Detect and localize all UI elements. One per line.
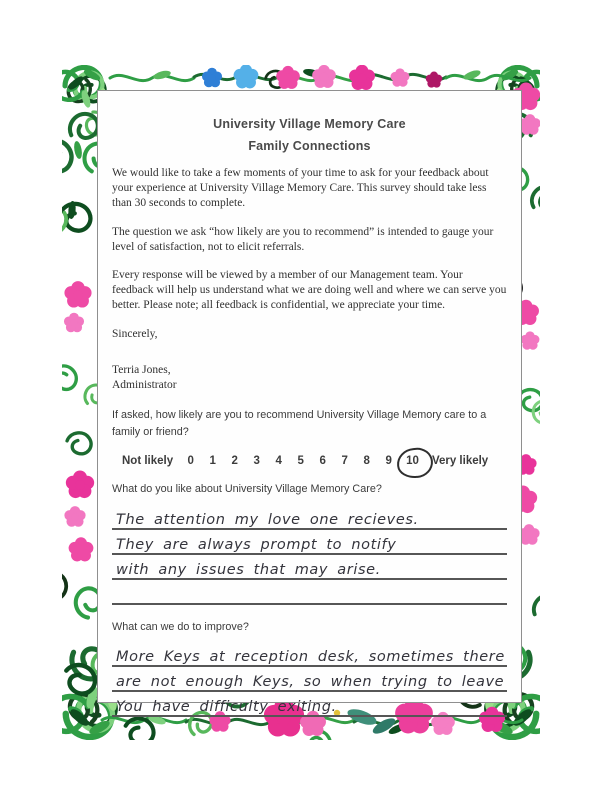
purpose-paragraph: The question we ask “how likely are you to recommend” is intended to gauge your level of satisfaction, not to elicit referrals.: [112, 225, 494, 253]
signature-title: Administrator: [112, 378, 177, 391]
program-title: Family Connections: [248, 139, 371, 153]
question2-answer: [112, 642, 507, 717]
scale-value-8: 8: [363, 455, 370, 468]
handwritten-text: You have difficulty exiting.: [116, 698, 337, 715]
scale-value-9: 9: [385, 455, 392, 468]
answer-line: [112, 505, 507, 530]
answer-line: [112, 667, 507, 692]
question2-label: What can we do to improve?: [112, 620, 249, 633]
scale-value-2: 2: [231, 455, 238, 468]
rating-scale: [122, 455, 507, 467]
scale-value-4: 4: [275, 455, 282, 468]
scale-value-0: 0: [187, 455, 194, 468]
answer-line-blank: [112, 580, 507, 605]
question1-answer: [112, 505, 507, 605]
answer-line: [112, 555, 507, 580]
scale-value-5: 5: [297, 455, 304, 468]
scale-value-10-selected: 10: [406, 455, 419, 468]
handwritten-text: More Keys at reception desk, sometimes there: [116, 648, 505, 665]
answer-line: [112, 530, 507, 555]
rating-question: If asked, how likely are you to recommend University Village Memory care to a family or friend?: [112, 408, 487, 439]
closing-salutation: Sincerely,: [112, 328, 158, 341]
facility-title: University Village Memory Care: [213, 117, 406, 131]
scale-value-6: 6: [319, 455, 326, 468]
question1-label: What do you like about University Village Memory Care?: [112, 483, 382, 496]
handwritten-text: The attention my love one recieves.: [116, 511, 419, 528]
scale-left-label: Not likely: [122, 455, 174, 468]
handwritten-text: are not enough Keys, so when trying to leave: [116, 673, 505, 690]
answer-line: [112, 642, 507, 667]
signature-name: Terria Jones,: [112, 363, 171, 376]
survey-paper: [97, 90, 522, 715]
scale-value-3: 3: [253, 455, 260, 468]
handwritten-text: with any issues that may arise.: [116, 561, 381, 578]
confidentiality-paragraph: Every response will be viewed by a member of our Management team. Your feedback will help us understand what we are doing well and where we can serve you better. Please note; all feedback is confidential, we appreciate your time.: [112, 268, 507, 312]
handwritten-text: They are always prompt to notify: [116, 536, 397, 553]
intro-paragraph: We would like to take a few moments of your time to ask for your feedback about your experience at University Village Memory Care. This survey should take less than 30 seconds to complete.: [112, 167, 489, 210]
answer-line: [112, 692, 507, 717]
scale-value-7: 7: [341, 455, 348, 468]
scale-value-1: 1: [209, 455, 216, 468]
scale-right-label: Very likely: [431, 455, 489, 468]
